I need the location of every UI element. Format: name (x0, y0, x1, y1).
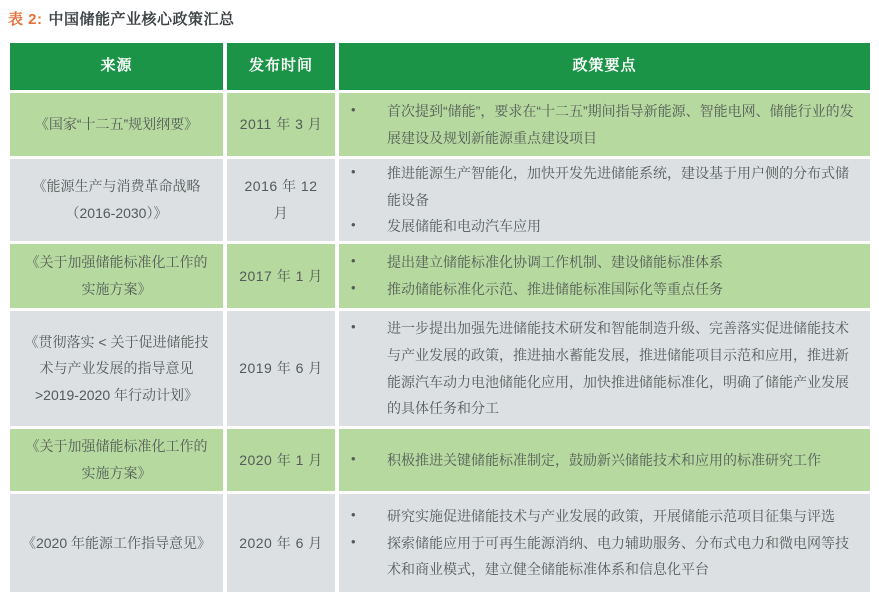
table-row-source: 《国家“十二五”规划纲要》 (10, 93, 223, 156)
table-row-points (339, 244, 870, 308)
table-row-date: 2020 年 6 月 (227, 494, 335, 592)
policy-point-text: 推进能源生产智能化，加快开发先进储能系统，建设基于用户侧的分布式储能设备 (387, 165, 849, 208)
policy-point-text: 提出建立储能标准化协调工作机制、建设储能标准体系 (387, 254, 723, 271)
table-row-date: 2016 年 12 月 (227, 159, 335, 241)
policy-point-text: 研究实施促进储能技术与产业发展的政策，开展储能示范项目征集与评选 (387, 508, 835, 525)
table-row-points (339, 159, 870, 241)
bullet-icon: • (351, 507, 356, 523)
bullet-icon: • (351, 253, 356, 269)
table-row-points (339, 494, 870, 592)
policy-point-text: 首次提到“储能”，要求在“十二五”期间指导新能源、智能电网、储能行业的发展建设及规划新能源重点建设项目 (387, 102, 854, 146)
table-row-points (339, 93, 870, 156)
policy-point (351, 98, 856, 151)
column-header-points: 政策要点 (339, 43, 870, 90)
bullet-icon: • (351, 101, 356, 117)
table-title (8, 8, 870, 29)
table-row-points (339, 429, 870, 491)
table-row-points (339, 311, 870, 426)
policy-point-text: 积极推进关键储能标准制定，鼓励新兴储能技术和应用的标准研究工作 (387, 451, 821, 468)
bullet-icon: • (351, 164, 356, 180)
policy-point-text: 探索储能应用于可再生能源消纳、电力辅助服务、分布式电力和微电网等技术和商业模式，建立健全储能标准体系和信息化平台 (387, 534, 849, 578)
policy-point (351, 447, 856, 474)
policy-point-text: 进一步提出加强先进储能技术研发和智能制造升级、完善落实促进储能技术与产业发展的政策，推进抽水蓄能发展，推进储能项目示范和应用，推进新能源汽车动力电池储能化应用，加快推进储能标准化，明确了储能产业发展的具体任务和分工 (387, 320, 849, 417)
table-title-prefix: 表 2: (8, 11, 43, 28)
policy-point (351, 249, 856, 276)
table-row-source: 《能源生产与消费革命战略（2016-2030）》 (10, 159, 223, 241)
policy-point-text: 发展储能和电动汽车应用 (387, 218, 541, 235)
policy-point (351, 315, 856, 421)
table-row-date: 2017 年 1 月 (227, 244, 335, 308)
bullet-icon: • (351, 319, 356, 335)
bullet-icon: • (351, 533, 356, 549)
policy-point-text: 推动储能标准化示范、推进储能标准国际化等重点任务 (387, 281, 723, 297)
column-header-date: 发布时间 (227, 43, 335, 90)
policy-point (351, 276, 856, 303)
table-row-date: 2011 年 3 月 (227, 93, 335, 156)
bullet-icon: • (351, 217, 356, 233)
policy-table (10, 43, 870, 592)
table-row-source: 《关于加强储能标准化工作的实施方案》 (10, 244, 223, 308)
table-row-source: 《关于加强储能标准化工作的实施方案》 (10, 429, 223, 491)
table-row-date: 2019 年 6 月 (227, 311, 335, 426)
policy-point (351, 503, 856, 530)
policy-point (351, 160, 856, 213)
column-header-source: 来源 (10, 43, 223, 90)
bullet-icon: • (351, 280, 356, 295)
policy-point (351, 530, 856, 583)
table-title-text: 中国储能产业核心政策汇总 (48, 11, 235, 28)
bullet-icon: • (351, 450, 356, 466)
table-row-source: 《2020 年能源工作指导意见》 (10, 494, 223, 592)
table-row-date: 2020 年 1 月 (227, 429, 335, 491)
policy-point (351, 213, 856, 240)
table-row-source: 《贯彻落实 < 关于促进储能技术与产业发展的指导意见 >2019-2020 年行动计划》 (10, 311, 223, 426)
